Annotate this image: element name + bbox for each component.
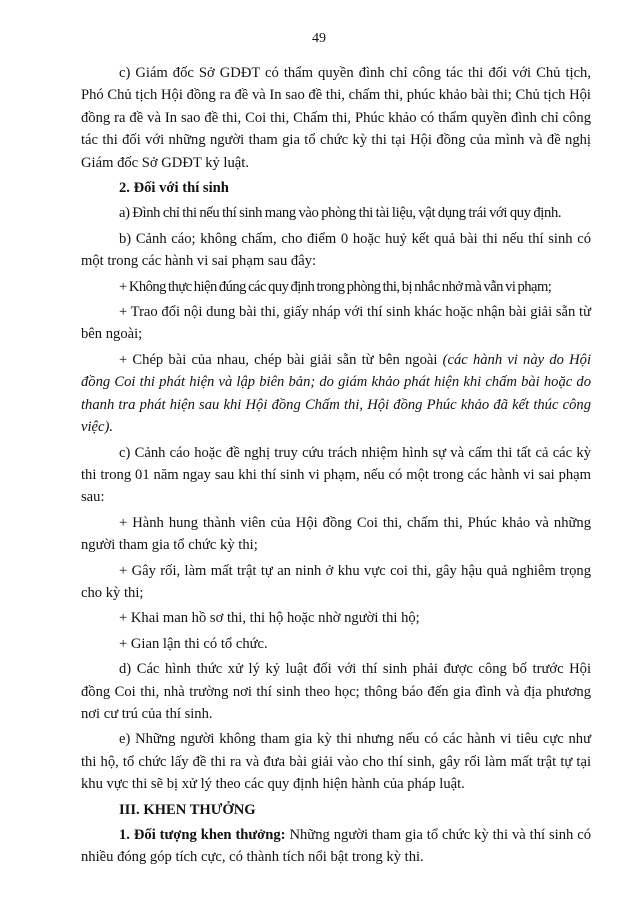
section-heading-candidates: 2. Đối với thí sinh xyxy=(119,180,229,197)
section-heading-rewards: III. KHEN THƯỞNG xyxy=(119,801,256,818)
paragraph-d-announcement: d) Các hình thức xử lý kỷ luật đối với thí sinh phải được công bố trước Hội đồng Coi thi, nhà trường nơi thí sinh theo học; thông báo đến gia đình và địa phương nơi cư trú của thí sinh. xyxy=(81,661,591,722)
list-item-b1: + Không thực hiện đúng các quy định trong phòng thi, bị nhắc nhở mà vẫn vi phạm; xyxy=(119,278,552,295)
list-item-b3 xyxy=(81,349,591,439)
list-item-c2: + Gây rối, làm mất trật tự an ninh ở khu vực coi thi, gây hậu quả nghiêm trọng cho kỳ thi; xyxy=(81,562,591,601)
list-item-c1: + Hành hung thành viên của Hội đồng Coi thi, chấm thi, Phúc khảo và những người tham gia tổ chức kỳ thi; xyxy=(81,514,591,554)
paragraph-a-suspension: a) Đình chỉ thi nếu thí sinh mang vào phòng thi tài liệu, vật dụng trái với quy định. xyxy=(119,205,562,222)
list-item-c4: + Gian lận thi có tổ chức. xyxy=(119,635,268,652)
reward-recipients-label: 1. Đối tượng khen thưởng: xyxy=(119,827,286,843)
list-item-b3-note: (các hành vi này do Hội đồng Coi thi phát hiện và lập biên bản; do giám khảo phát hiện khi chấm bài hoặc do thanh tra phát hiện sau khi Hội đồng Chấm thi, Hội đồng Phúc khảo đã kết thúc công việc). xyxy=(81,351,591,436)
paragraph-b-warning: b) Cảnh cáo; không chấm, cho điểm 0 hoặc huỷ kết quả bài thi nếu thí sinh có một trong các hành vi sai phạm sau đây: xyxy=(81,230,591,270)
page-number: 49 xyxy=(312,31,326,46)
list-item-b2: + Trao đổi nội dung bài thi, giấy nháp với thí sinh khác hoặc nhận bài giải sẵn từ bên ngoài; xyxy=(81,304,591,343)
paragraph-e-outsiders: e) Những người không tham gia kỳ thi nhưng nếu có các hành vi tiêu cực như thi hộ, tổ chức lấy đề thi ra và đưa bài giải vào cho thí sinh, gây rối làm mất trật tự tại khu vực thi sẽ bị xử lý theo các quy định hiện hành của pháp luật. xyxy=(81,731,591,793)
paragraph-c-authority: c) Giám đốc Sở GDĐT có thẩm quyền đình chỉ công tác thi đối với Chủ tịch, Phó Chủ tịch Hội đồng ra đề và In sao đề thi, chấm thi, phúc khảo bài thi; Chủ tịch Hội đồng ra đề và In sao đề thi, Coi thi, Chấm thi, Phúc khảo có thẩm quyền đình chỉ công tác thi đối với những người tham gia tổ chức kỳ thi tại Hội đồng của mình và đề nghị Giám đốc Sở GDĐT kỷ luật. xyxy=(81,65,591,171)
paragraph-reward-recipients xyxy=(81,824,591,869)
reward-recipients-text: Những người tham gia tổ chức kỳ thi và thí sinh có nhiều đóng góp tích cực, có thành tích nổi bật trong kỳ thi. xyxy=(81,827,591,866)
list-item-c3: + Khai man hồ sơ thi, thi hộ hoặc nhờ người thi hộ; xyxy=(119,610,420,627)
document-body xyxy=(81,62,591,872)
list-item-b3-text: + Chép bài của nhau, chép bài giải sẵn từ bên ngoài xyxy=(119,351,443,368)
paragraph-c-prosecution: c) Cảnh cáo hoặc đề nghị truy cứu trách nhiệm hình sự và cấm thi tất cả các kỳ thi trong 01 năm ngay sau khi thí sinh vi phạm, nếu có một trong các hành vi sai phạm sau: xyxy=(81,444,591,506)
